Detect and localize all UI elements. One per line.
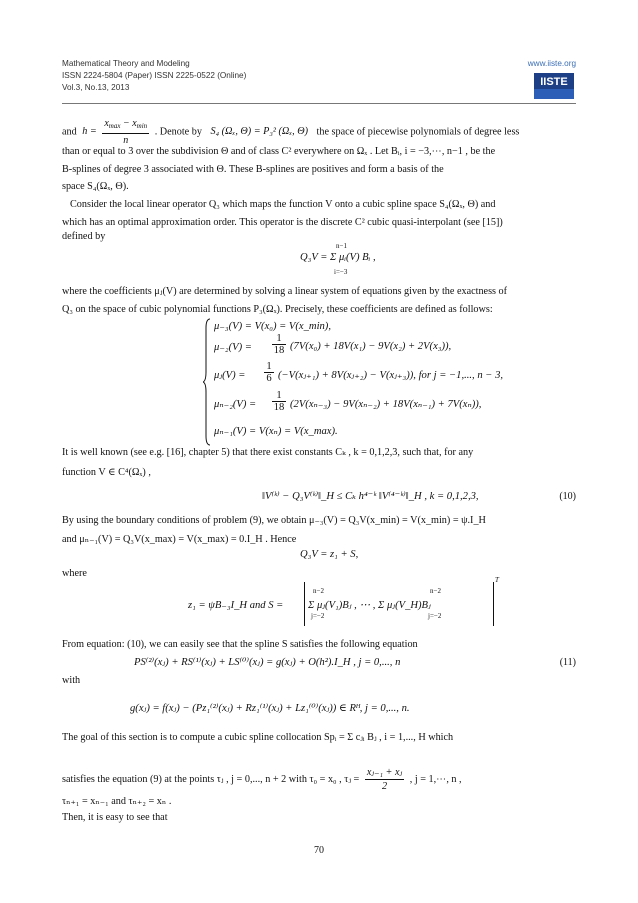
- s-sum-upper-limit-1: n−2: [313, 587, 324, 595]
- body-line-9: Q₃ on the space of cubic polynomial functions P₃(Ωₓ). Precisely, these coefficients are defined as follows:: [62, 304, 493, 315]
- body-line-5: Consider the local linear operator Q₃ which maps the function V onto a cubic spline space S₄(Ωₓ, Θ) and: [70, 199, 496, 210]
- s-sum-upper-limit-2: n−2: [430, 587, 441, 595]
- s-sum-lower-limit-2: j=−2: [428, 612, 442, 620]
- mu-j-lhs: μⱼ(V) =: [214, 370, 246, 381]
- q3-definition-equation: Q₃V = Σ μᵢ(V) Bᵢ ,: [300, 252, 376, 263]
- mu-j-rhs: (−V(xⱼ₊₁) + 8V(xⱼ₊₂) − V(xⱼ₊₃)), for j = −1,..., n − 3,: [278, 370, 504, 381]
- body-line-19: τₙ₊₁ = xₙ₋₁ and τₙ₊₂ = xₙ .: [62, 796, 172, 807]
- body-line-6: which has an optimal approximation order. This operator is the discrete C² cubic quasi-interpolant (see [15]): [62, 217, 503, 228]
- q3v-decomposition-equation: Q₃V = z₁ + S,: [300, 549, 359, 560]
- mu-n-minus2-lhs: μₙ₋₂(V) =: [214, 399, 257, 410]
- mu-n-minus2-rhs: (2V(xₙ₋₃) − 9V(xₙ₋₂) + 18V(xₙ₋₁) + 7V(xₙ)),: [290, 399, 482, 410]
- sum-upper-limit: n−1: [336, 242, 347, 250]
- volume-line: Vol.3, No.13, 2013: [62, 83, 130, 92]
- mu-n-minus1-equation: μₙ₋₁(V) = V(xₙ) = V(x_max).: [214, 426, 338, 437]
- body-line-13: and μₙ₋₁(V) = Q₃V(x_max) = V(x_max) = 0.I_H . Hence: [62, 534, 297, 545]
- body-line-10: It is well known (see e.g. [16], chapter 5) that there exist constants Cₖ , k = 0,1,2,3, such that, for any: [62, 447, 474, 458]
- s-vector-entries: Σ μⱼ(V₁)Bⱼ , ⋯ , Σ μⱼ(V_H)Bⱼ: [308, 600, 431, 611]
- body-line-12: By using the boundary conditions of problem (9), we obtain μ₋₃(V) = Q₃V(x_min) = V(x_min) = ψ.I_H: [62, 515, 486, 526]
- journal-url-link[interactable]: www.iiste.org: [527, 59, 576, 68]
- body-line-11: function V ∈ C⁴(Ωₓ) ,: [62, 467, 151, 478]
- body-line-7: defined by: [62, 231, 106, 242]
- mu-minus2-lhs: μ₋₂(V) =: [214, 342, 252, 353]
- transpose-marker: T: [495, 576, 499, 584]
- z1-definition: z₁ = ψB₋₃I_H and S =: [188, 600, 284, 611]
- left-brace: [203, 318, 211, 446]
- body-line-14: where: [62, 568, 87, 579]
- body-line-1: and h = $x_{max} - x_{min}$ n . Denote by S₄ (Ωₓ, Θ) = P₃² (Ωₓ, Θ) the space of piecewise polynomials of degree less: [62, 118, 520, 146]
- body-line-20: Then, it is easy to see that: [62, 812, 168, 823]
- sum-lower-limit: i=−3: [334, 268, 348, 276]
- page-number: 70: [314, 845, 324, 856]
- frac-eighteenth: 1 18: [273, 390, 285, 413]
- iiste-logo: [532, 71, 576, 101]
- g-definition-equation: g(xⱼ) = f(xⱼ) − (Pz₁⁽²⁾(xⱼ) + Rz₁⁽¹⁾(xⱼ) + Lz₁⁽⁰⁾(xⱼ)) ∈ Rᴴ, j = 0,..., n.: [130, 703, 410, 714]
- mu-minus2-rhs: (7V(x₀) + 18V(x₁) − 9V(x₂) + 2V(x₃)),: [290, 341, 452, 352]
- header-rule: [62, 103, 576, 104]
- equation-number-10: (10): [559, 491, 576, 502]
- body-line-18: satisfies the equation (9) at the points τⱼ , j = 0,..., n + 2 with τ₀ = x₀ , τⱼ = $\frac{\text{xⱼ₋₁ + xⱼ}}{2}$ , j = 1,⋯, n ,: [62, 767, 462, 792]
- error-estimate-equation: ‖V⁽ᵏ⁾ − Q₃V⁽ᵏ⁾‖_H ≤ Cₖ h⁴⁻ᵏ ‖V⁽⁴⁻ᵏ⁾‖_H , k = 0,1,2,3,: [262, 491, 479, 502]
- body-line-2: than or equal to 3 over the subdivision Θ and of class C² everywhere on Ωₓ . Let Bᵢ, i = −3,⋯, n−1 , be the: [62, 146, 496, 157]
- body-line-16: with: [62, 675, 81, 686]
- svg-text:IISTE: IISTE: [540, 76, 568, 88]
- collocation-equation: PS⁽²⁾(xⱼ) + RS⁽¹⁾(xⱼ) + LS⁽⁰⁾(xⱼ) = g(xⱼ) + O(h²).I_H , j = 0,..., n: [134, 657, 401, 668]
- body-line-3: B-splines of degree 3 associated with Θ. These B-splines are positives and form a basis of the: [62, 164, 444, 175]
- body-line-8: where the coefficients μⱼ(V) are determined by solving a linear system of equations given by the exactness of: [62, 286, 508, 297]
- s-sum-lower-limit-1: j=−2: [311, 612, 325, 620]
- journal-name: Mathematical Theory and Modeling: [62, 59, 190, 68]
- body-line-15: From equation: (10), we can easily see that the spline S satisfies the following equation: [62, 639, 418, 650]
- body-line-17: The goal of this section is to compute a cubic spline collocation Spᵢ = Σ cⱼᵢ Bⱼ , i = 1,..., H which: [62, 732, 454, 743]
- frac-numerator: 1 18: [273, 333, 285, 356]
- issn-line: ISSN 2224-5804 (Paper) ISSN 2225-0522 (Online): [62, 71, 247, 80]
- body-line-4: space S₄(Ωₓ, Θ).: [62, 181, 129, 192]
- frac-sixth: 1 6: [264, 361, 274, 384]
- equation-number-11: (11): [559, 657, 576, 668]
- mu-minus3-equation: μ₋₃(V) = V(x₀) = V(x_min),: [214, 321, 331, 332]
